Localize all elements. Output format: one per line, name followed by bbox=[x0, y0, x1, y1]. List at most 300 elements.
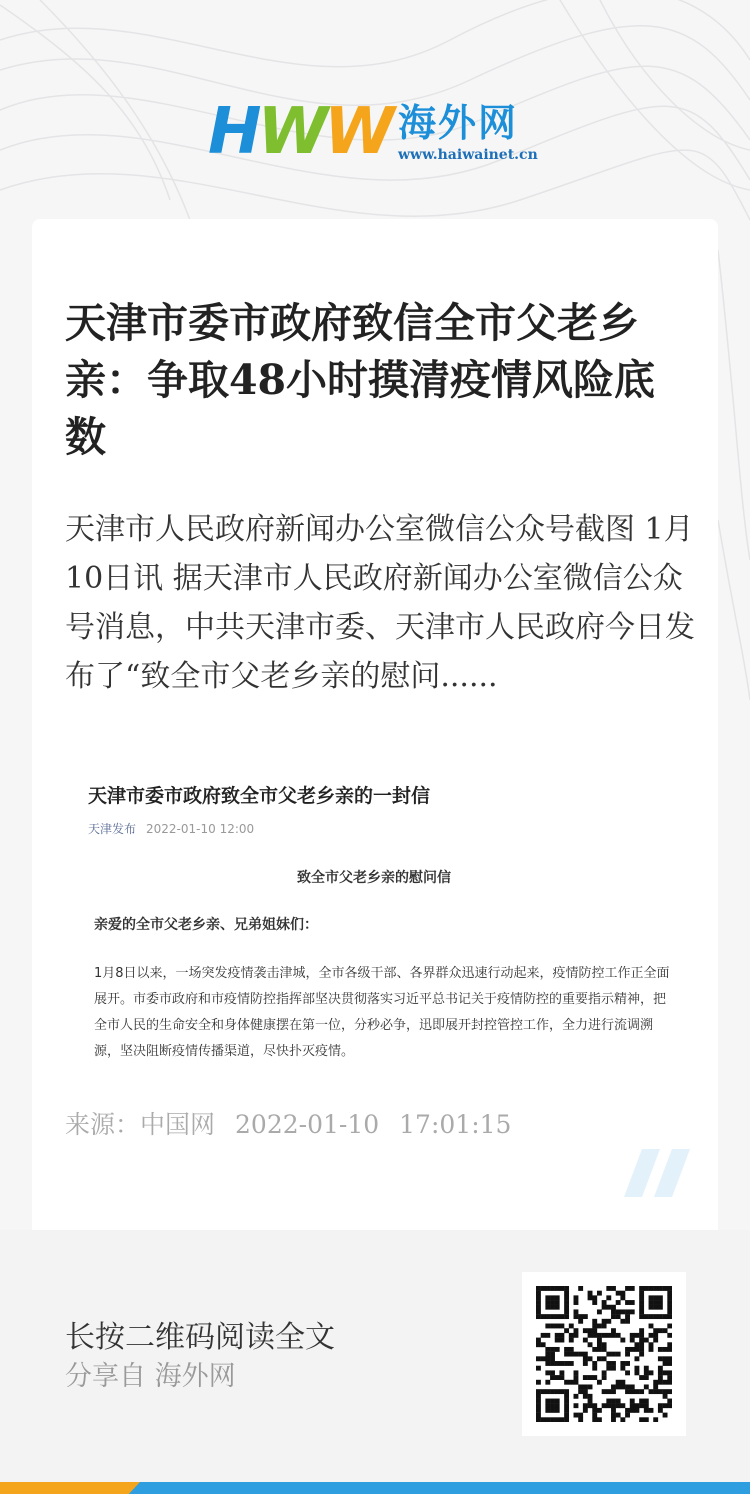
qr-module bbox=[620, 1295, 625, 1300]
qr-module bbox=[620, 1384, 625, 1389]
image-title: 天津市委市政府致全市父老乡亲的一封信 bbox=[88, 785, 431, 807]
qr-module bbox=[583, 1408, 588, 1413]
qr-module bbox=[564, 1295, 569, 1300]
qr-module bbox=[559, 1375, 564, 1380]
qr-module bbox=[555, 1408, 560, 1413]
qr-module bbox=[578, 1319, 583, 1324]
qr-module bbox=[667, 1375, 672, 1380]
qr-module bbox=[606, 1305, 611, 1310]
qr-module bbox=[649, 1347, 654, 1352]
qr-module bbox=[569, 1361, 574, 1366]
qr-module bbox=[620, 1366, 625, 1371]
qr-module bbox=[663, 1328, 668, 1333]
qr-module bbox=[545, 1356, 550, 1361]
qr-module bbox=[545, 1324, 550, 1329]
qr-module bbox=[658, 1375, 663, 1380]
qr-module bbox=[597, 1291, 602, 1296]
qr-module bbox=[583, 1403, 588, 1408]
qr-module bbox=[564, 1380, 569, 1385]
qr-module bbox=[663, 1361, 668, 1366]
qr-module bbox=[630, 1338, 635, 1343]
qr-module bbox=[592, 1361, 597, 1366]
qr-module bbox=[574, 1333, 579, 1338]
qr-module bbox=[550, 1375, 555, 1380]
qr-module bbox=[555, 1361, 560, 1366]
qr-module bbox=[569, 1347, 574, 1352]
qr-module bbox=[606, 1286, 611, 1291]
qr-module bbox=[653, 1305, 658, 1310]
qr-module bbox=[555, 1300, 560, 1305]
qr-module bbox=[564, 1309, 569, 1314]
qr-module bbox=[611, 1408, 616, 1413]
qr-module bbox=[559, 1333, 564, 1338]
qr-module bbox=[639, 1347, 644, 1352]
qr-code-icon bbox=[536, 1286, 672, 1422]
qr-module bbox=[545, 1295, 550, 1300]
qr-module bbox=[639, 1375, 644, 1380]
qr-module bbox=[545, 1300, 550, 1305]
qr-module bbox=[639, 1333, 644, 1338]
qr-module bbox=[625, 1314, 630, 1319]
qr-module bbox=[550, 1286, 555, 1291]
qr-module bbox=[555, 1417, 560, 1422]
qr-module bbox=[667, 1291, 672, 1296]
qr-module bbox=[616, 1384, 621, 1389]
qr-module bbox=[649, 1342, 654, 1347]
qr-module bbox=[597, 1380, 602, 1385]
image-meta bbox=[88, 820, 254, 837]
qr-module bbox=[536, 1314, 541, 1319]
qr-module bbox=[667, 1347, 672, 1352]
qr-module bbox=[602, 1370, 607, 1375]
qr-module bbox=[611, 1333, 616, 1338]
qr-module bbox=[639, 1338, 644, 1343]
qr-module bbox=[592, 1295, 597, 1300]
qr-module bbox=[578, 1389, 583, 1394]
qr-module bbox=[630, 1384, 635, 1389]
qr-module bbox=[639, 1342, 644, 1347]
qr-module bbox=[667, 1286, 672, 1291]
qr-module bbox=[667, 1399, 672, 1404]
qr-module bbox=[616, 1403, 621, 1408]
qr-module bbox=[564, 1413, 569, 1418]
qr-module bbox=[649, 1305, 654, 1310]
qr-module bbox=[574, 1380, 579, 1385]
qr-module bbox=[667, 1309, 672, 1314]
qr-module bbox=[653, 1314, 658, 1319]
qr-module bbox=[611, 1361, 616, 1366]
qr-module bbox=[616, 1300, 621, 1305]
qr-module bbox=[602, 1342, 607, 1347]
qr-module bbox=[541, 1286, 546, 1291]
qr-module bbox=[644, 1370, 649, 1375]
qr-module bbox=[606, 1403, 611, 1408]
qr-module bbox=[592, 1324, 597, 1329]
qr-module bbox=[545, 1417, 550, 1422]
qr-module bbox=[564, 1389, 569, 1394]
qr-module bbox=[611, 1389, 616, 1394]
qr-module bbox=[644, 1375, 649, 1380]
qr-module bbox=[653, 1389, 658, 1394]
qr-module bbox=[564, 1403, 569, 1408]
qr-module bbox=[592, 1417, 597, 1422]
qr-module bbox=[597, 1338, 602, 1343]
qr-module bbox=[639, 1305, 644, 1310]
qr-module bbox=[574, 1394, 579, 1399]
source-label: 来源：中国网 bbox=[65, 1110, 216, 1139]
qr-module bbox=[550, 1403, 555, 1408]
qr-module bbox=[667, 1380, 672, 1385]
qr-module bbox=[574, 1370, 579, 1375]
qr-module bbox=[620, 1338, 625, 1343]
qr-module bbox=[545, 1305, 550, 1310]
qr-module bbox=[583, 1356, 588, 1361]
qr-module bbox=[536, 1356, 541, 1361]
qr-module bbox=[550, 1314, 555, 1319]
qr-module bbox=[545, 1352, 550, 1357]
qr-module bbox=[634, 1408, 639, 1413]
qr-module bbox=[564, 1300, 569, 1305]
qr-module bbox=[583, 1328, 588, 1333]
qr-module bbox=[658, 1370, 663, 1375]
qr-module bbox=[588, 1295, 593, 1300]
qr-module bbox=[620, 1417, 625, 1422]
qr-module bbox=[653, 1295, 658, 1300]
qr-module bbox=[559, 1370, 564, 1375]
qr-module bbox=[616, 1399, 621, 1404]
qr-module bbox=[653, 1286, 658, 1291]
qr-module bbox=[667, 1333, 672, 1338]
qr-module bbox=[578, 1352, 583, 1357]
qr-module bbox=[559, 1314, 564, 1319]
qr-module bbox=[634, 1356, 639, 1361]
qr-module bbox=[536, 1389, 541, 1394]
qr-module bbox=[555, 1347, 560, 1352]
qr-module bbox=[658, 1286, 663, 1291]
image-greeting: 亲爱的全市父老乡亲、兄弟姐妹们： bbox=[94, 917, 318, 933]
qr-module bbox=[550, 1295, 555, 1300]
share-footer bbox=[0, 1230, 750, 1494]
qr-module bbox=[606, 1361, 611, 1366]
article-card bbox=[32, 219, 718, 1230]
qr-module bbox=[658, 1408, 663, 1413]
qr-module bbox=[602, 1324, 607, 1329]
qr-module bbox=[639, 1286, 644, 1291]
qr-module bbox=[588, 1333, 593, 1338]
qr-module bbox=[658, 1389, 663, 1394]
qr-module bbox=[574, 1403, 579, 1408]
qr-module bbox=[541, 1314, 546, 1319]
qr-module bbox=[658, 1403, 663, 1408]
logo-name: 海外网 bbox=[398, 101, 519, 145]
qr-module bbox=[536, 1408, 541, 1413]
qr-module bbox=[545, 1314, 550, 1319]
qr-module bbox=[667, 1314, 672, 1319]
qr-module bbox=[649, 1314, 654, 1319]
qr-module bbox=[559, 1389, 564, 1394]
qr-module bbox=[574, 1352, 579, 1357]
qr-module bbox=[592, 1333, 597, 1338]
qr-module bbox=[639, 1389, 644, 1394]
bottom-bar-orange bbox=[0, 1482, 140, 1494]
qr-module bbox=[644, 1314, 649, 1319]
article-summary: 天津市人民政府新闻办公室微信公众号截图 1月10日讯 据天津市人民政府新闻办公室微信公众号消息，中共天津市委、天津市人民政府今日发布了“致全市父老乡亲的慰问...... bbox=[65, 512, 695, 694]
qr-module bbox=[550, 1408, 555, 1413]
qr-module bbox=[545, 1361, 550, 1366]
qr-module bbox=[597, 1356, 602, 1361]
qr-module bbox=[649, 1370, 654, 1375]
haiwainet-logo[interactable] bbox=[208, 95, 548, 169]
qr-module bbox=[658, 1356, 663, 1361]
qr-module bbox=[611, 1328, 616, 1333]
qr-module bbox=[574, 1309, 579, 1314]
qr-module bbox=[536, 1342, 541, 1347]
qr-module bbox=[644, 1338, 649, 1343]
article-image bbox=[64, 764, 704, 1064]
qr-module bbox=[536, 1403, 541, 1408]
qr-module bbox=[545, 1399, 550, 1404]
qr-module bbox=[592, 1408, 597, 1413]
publish-date: 2022-01-10 bbox=[235, 1110, 380, 1139]
qr-module bbox=[583, 1389, 588, 1394]
qr-module bbox=[606, 1333, 611, 1338]
qr-module bbox=[616, 1309, 621, 1314]
qr-module bbox=[564, 1314, 569, 1319]
qr-module bbox=[545, 1347, 550, 1352]
qr-module bbox=[536, 1338, 541, 1343]
qr-module bbox=[639, 1403, 644, 1408]
qr-module bbox=[545, 1286, 550, 1291]
qr-module bbox=[625, 1319, 630, 1324]
qr-module bbox=[597, 1342, 602, 1347]
qr-module bbox=[667, 1295, 672, 1300]
qr-module bbox=[536, 1413, 541, 1418]
qr-module bbox=[658, 1366, 663, 1371]
qr-module bbox=[625, 1408, 630, 1413]
qr-module bbox=[667, 1342, 672, 1347]
qr-module bbox=[541, 1333, 546, 1338]
qr-module bbox=[606, 1389, 611, 1394]
qr-module bbox=[545, 1403, 550, 1408]
qr-module bbox=[611, 1413, 616, 1418]
qr-module bbox=[602, 1403, 607, 1408]
qr-module bbox=[597, 1417, 602, 1422]
qr-module bbox=[588, 1375, 593, 1380]
qr-module bbox=[625, 1361, 630, 1366]
qr-module bbox=[653, 1333, 658, 1338]
qr-module bbox=[536, 1295, 541, 1300]
qr-module bbox=[663, 1403, 668, 1408]
share-from-text: 分享自 海外网 bbox=[65, 1361, 236, 1392]
qr-module bbox=[616, 1333, 621, 1338]
qr-module bbox=[653, 1417, 658, 1422]
qr-module bbox=[649, 1408, 654, 1413]
qr-module bbox=[639, 1314, 644, 1319]
qr-module bbox=[559, 1417, 564, 1422]
qr-module bbox=[667, 1361, 672, 1366]
qr-module bbox=[639, 1291, 644, 1296]
qr-module bbox=[630, 1286, 635, 1291]
qr-module bbox=[611, 1366, 616, 1371]
qr-module bbox=[620, 1361, 625, 1366]
qr-module bbox=[602, 1333, 607, 1338]
qr-module bbox=[555, 1286, 560, 1291]
qr-module bbox=[583, 1338, 588, 1343]
qr-module bbox=[574, 1314, 579, 1319]
qr-module bbox=[620, 1319, 625, 1324]
qr-module bbox=[555, 1333, 560, 1338]
qr-module bbox=[583, 1375, 588, 1380]
qr-module bbox=[592, 1413, 597, 1418]
qr-module bbox=[574, 1295, 579, 1300]
qr-module bbox=[536, 1399, 541, 1404]
qr-module bbox=[644, 1408, 649, 1413]
qr-module bbox=[611, 1305, 616, 1310]
qr-module bbox=[606, 1352, 611, 1357]
qr-module bbox=[536, 1366, 541, 1371]
qr-module bbox=[625, 1300, 630, 1305]
qr-module bbox=[550, 1352, 555, 1357]
qr-module bbox=[588, 1399, 593, 1404]
qr-module bbox=[588, 1394, 593, 1399]
qr-module bbox=[550, 1300, 555, 1305]
qr-module bbox=[592, 1319, 597, 1324]
qr-module bbox=[541, 1342, 546, 1347]
qr-module bbox=[569, 1324, 574, 1329]
hww-logo-mark: HWW bbox=[208, 95, 391, 169]
qr-module bbox=[541, 1356, 546, 1361]
qr-code[interactable] bbox=[522, 1272, 686, 1436]
qr-module bbox=[630, 1347, 635, 1352]
qr-module bbox=[658, 1305, 663, 1310]
qr-module bbox=[564, 1352, 569, 1357]
qr-module bbox=[653, 1380, 658, 1385]
qr-module bbox=[625, 1347, 630, 1352]
qr-module bbox=[550, 1305, 555, 1310]
qr-module bbox=[555, 1375, 560, 1380]
qr-module bbox=[649, 1295, 654, 1300]
image-body: 1月8日以来，一场突发疫情袭击津城，全市各级干部、各界群众迅速行动起来，疫情防控工作正全面展开。市委市政府和市疫情防控指挥部坚决贯彻落实习近平总书记关于疫情防控的重要指示精神，把全市人民的生命安全和身体健康摆在第一位，分秒必争，迅即展开封控管控工作，全力进行流调溯源，坚决阻断疫情传播渠道，尽快扑灭疫情。 bbox=[94, 966, 670, 1059]
qr-module bbox=[634, 1366, 639, 1371]
qr-module bbox=[663, 1347, 668, 1352]
qr-module bbox=[663, 1394, 668, 1399]
qr-module bbox=[602, 1375, 607, 1380]
qr-module bbox=[616, 1314, 621, 1319]
qr-module bbox=[592, 1328, 597, 1333]
qr-module bbox=[602, 1356, 607, 1361]
qr-module bbox=[550, 1356, 555, 1361]
qr-module bbox=[564, 1408, 569, 1413]
qr-module bbox=[611, 1314, 616, 1319]
qr-module bbox=[574, 1375, 579, 1380]
qr-module bbox=[555, 1324, 560, 1329]
qr-module bbox=[658, 1314, 663, 1319]
qr-module bbox=[658, 1328, 663, 1333]
qr-module bbox=[616, 1291, 621, 1296]
qr-module bbox=[597, 1333, 602, 1338]
qr-module bbox=[611, 1352, 616, 1357]
qr-module bbox=[588, 1403, 593, 1408]
qr-module bbox=[616, 1413, 621, 1418]
qr-module bbox=[606, 1319, 611, 1324]
qr-module bbox=[663, 1286, 668, 1291]
qr-module bbox=[583, 1384, 588, 1389]
qr-module bbox=[550, 1399, 555, 1404]
qr-module bbox=[555, 1305, 560, 1310]
qr-module bbox=[564, 1417, 569, 1422]
qr-module bbox=[625, 1370, 630, 1375]
qr-module bbox=[564, 1291, 569, 1296]
logo-url: www.haiwainet.cn bbox=[398, 147, 538, 163]
qr-module bbox=[578, 1286, 583, 1291]
qr-module bbox=[644, 1417, 649, 1422]
bottom-color-bar bbox=[0, 1482, 750, 1494]
qr-module bbox=[555, 1295, 560, 1300]
qr-module bbox=[555, 1338, 560, 1343]
qr-module bbox=[578, 1314, 583, 1319]
qr-module bbox=[620, 1380, 625, 1385]
qr-module bbox=[625, 1389, 630, 1394]
qr-module bbox=[592, 1375, 597, 1380]
publish-time: 17:01:15 bbox=[399, 1110, 512, 1139]
qr-module bbox=[644, 1399, 649, 1404]
qr-module bbox=[597, 1324, 602, 1329]
qr-module bbox=[667, 1370, 672, 1375]
qr-module bbox=[644, 1366, 649, 1371]
qr-module bbox=[649, 1300, 654, 1305]
qr-module bbox=[625, 1384, 630, 1389]
article-source bbox=[65, 1107, 511, 1143]
qr-module bbox=[667, 1300, 672, 1305]
qr-module bbox=[592, 1300, 597, 1305]
qr-module bbox=[634, 1389, 639, 1394]
qr-module bbox=[597, 1309, 602, 1314]
qr-module bbox=[545, 1370, 550, 1375]
qr-module bbox=[649, 1389, 654, 1394]
qr-module bbox=[536, 1300, 541, 1305]
qr-module bbox=[639, 1328, 644, 1333]
qr-module bbox=[625, 1413, 630, 1418]
qr-module bbox=[541, 1389, 546, 1394]
qr-module bbox=[639, 1309, 644, 1314]
qr-module bbox=[592, 1366, 597, 1371]
qr-module bbox=[555, 1314, 560, 1319]
qr-module bbox=[634, 1333, 639, 1338]
qr-module bbox=[545, 1389, 550, 1394]
qr-module bbox=[564, 1286, 569, 1291]
qr-module bbox=[639, 1352, 644, 1357]
qr-module bbox=[663, 1356, 668, 1361]
qr-module bbox=[550, 1347, 555, 1352]
qr-module bbox=[588, 1342, 593, 1347]
qr-module bbox=[611, 1399, 616, 1404]
qr-module bbox=[597, 1408, 602, 1413]
qr-module bbox=[649, 1324, 654, 1329]
qr-module bbox=[545, 1408, 550, 1413]
qr-module bbox=[663, 1389, 668, 1394]
qr-module bbox=[559, 1324, 564, 1329]
qr-module bbox=[630, 1403, 635, 1408]
qr-module bbox=[588, 1384, 593, 1389]
qr-module bbox=[536, 1305, 541, 1310]
qr-module bbox=[639, 1295, 644, 1300]
qr-module bbox=[564, 1305, 569, 1310]
qr-module bbox=[634, 1403, 639, 1408]
qr-module bbox=[536, 1291, 541, 1296]
qr-module bbox=[667, 1305, 672, 1310]
qr-module bbox=[583, 1352, 588, 1357]
qr-module bbox=[663, 1314, 668, 1319]
